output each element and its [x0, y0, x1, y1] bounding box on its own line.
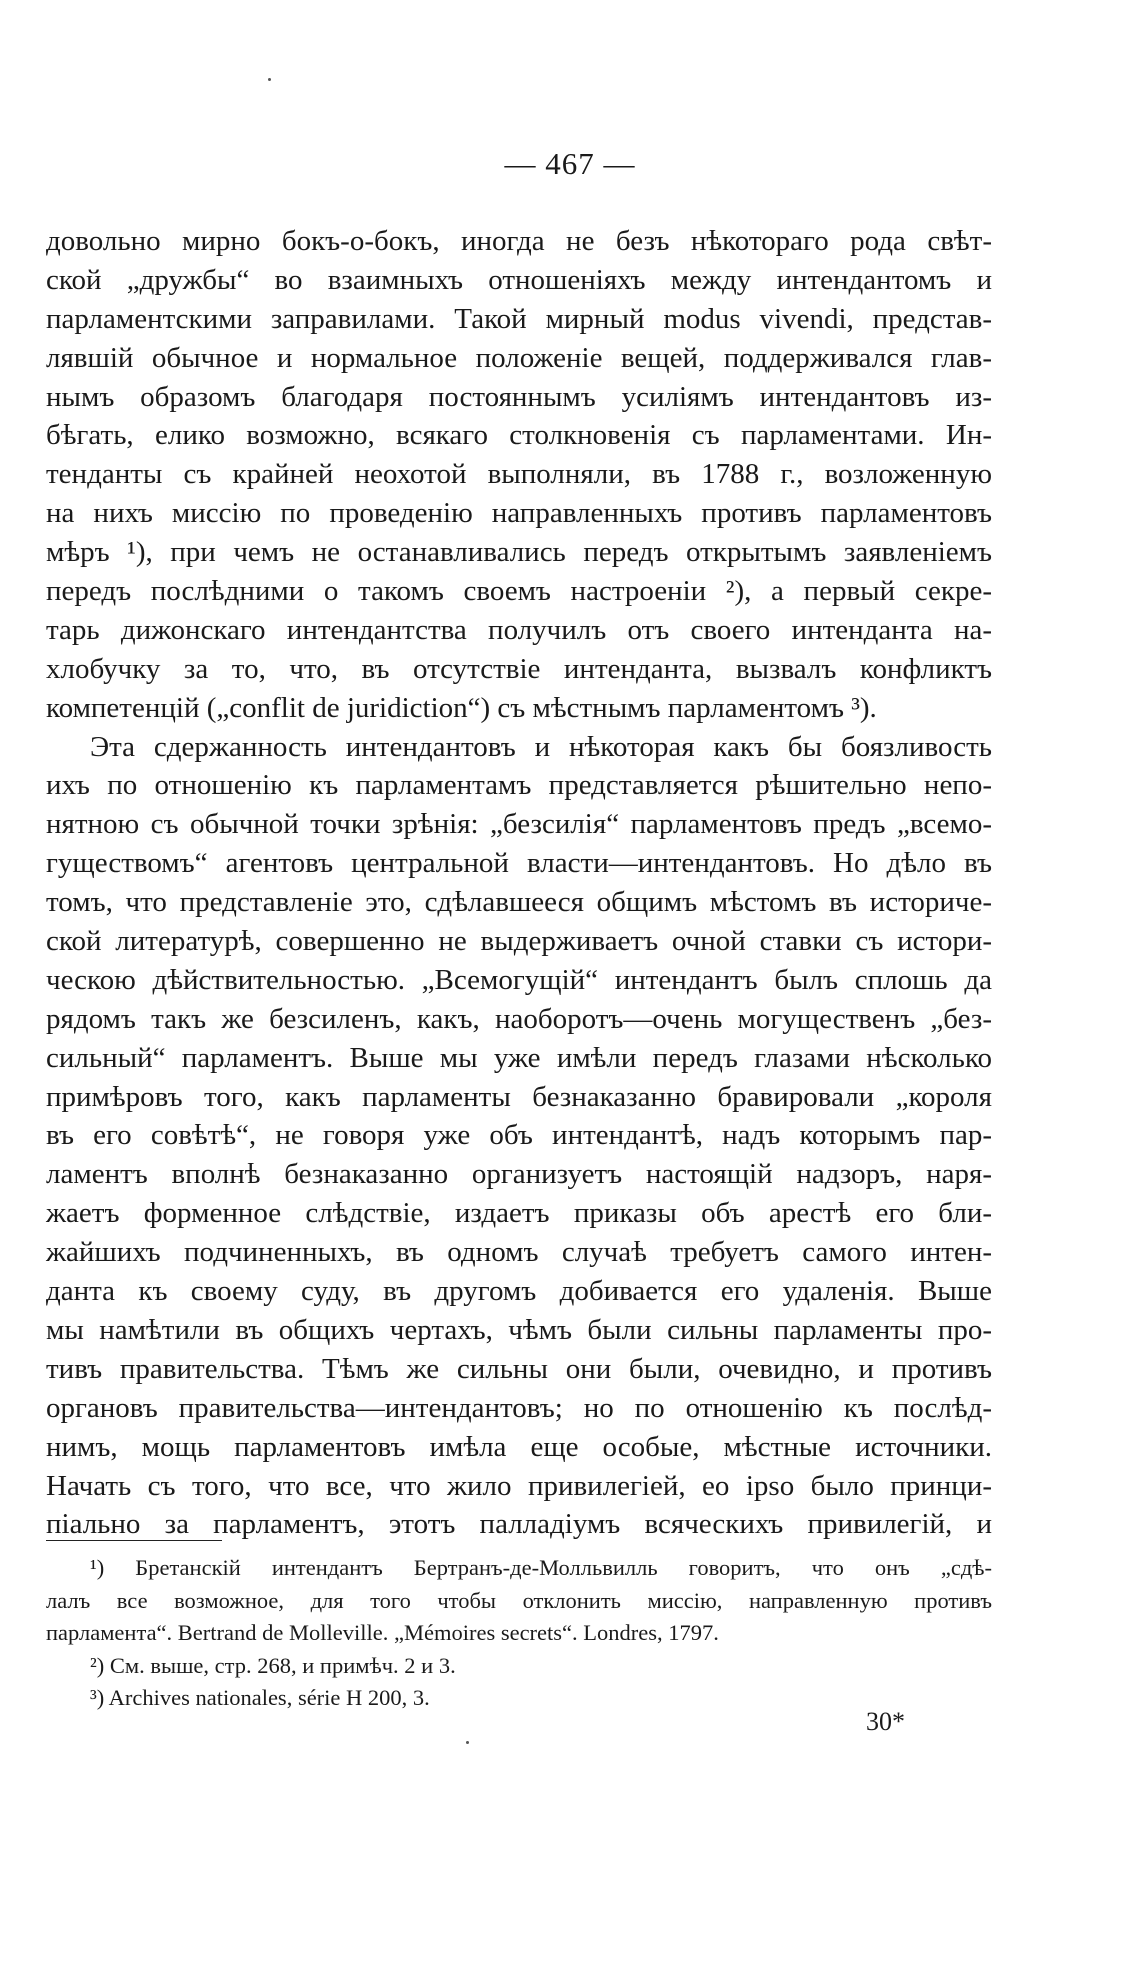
body-text	[46, 222, 992, 1544]
text-line: хлобучку за то, что, въ отсутствіе интенданта, вызвалъ конфликтъ	[46, 652, 992, 685]
text-line: ской „дружбы“ во взаимныхъ отношеніяхъ между интендантомъ и	[46, 263, 992, 296]
text-line: лявшій обычное и нормальное положеніе вещей, поддерживался глав-	[46, 341, 992, 374]
text-line: компетенцій („conflit de juridiction“) съ мѣстнымъ парламентомъ ³).	[46, 691, 877, 724]
text-line: Начать съ того, что все, что жило привилегіей, eo ipso было принци-	[46, 1469, 992, 1502]
text-line: нымъ образомъ благодаря постояннымъ усиліямъ интендантовъ из-	[46, 380, 992, 413]
footnotes	[46, 1552, 992, 1715]
text-line: тарь дижонскаго интендантства получилъ отъ своего интенданта на-	[46, 613, 992, 646]
text-line: сильный“ парламентъ. Выше мы уже имѣли передъ глазами нѣсколько	[46, 1041, 992, 1074]
text-line: довольно мирно бокъ-о-бокъ, иногда не безъ нѣкотораго рода свѣт-	[46, 225, 992, 257]
footnote-rule	[46, 1540, 222, 1541]
text-line: ламентъ вполнѣ безнаказанно организуетъ настоящій надзоръ, наря-	[46, 1158, 992, 1191]
text-line: нятною съ обычной точки зрѣнія: „безсилія“ парламентовъ предъ „всемо-	[46, 808, 992, 841]
text-line: данта къ своему суду, въ другомъ добивается его удаленія. Выше	[46, 1275, 992, 1308]
text-line: передъ послѣдними о такомъ своемъ настроеніи ²), а первый секре-	[46, 575, 992, 608]
text-line: жаетъ форменное слѣдствіе, издаетъ приказы объ арестѣ его бли-	[46, 1197, 992, 1230]
footnote-line: ³) Archives nationales, série H 200, 3.	[90, 1685, 430, 1711]
text-line: на нихъ миссію по проведенію направленныхъ противъ парламентовъ	[46, 497, 992, 530]
text-line: парламентскими заправилами. Такой мирный modus vivendi, представ-	[46, 302, 992, 335]
footnote-line: лалъ все возможное, для того чтобы отклонить миссію, направленную противъ	[46, 1587, 992, 1613]
footnote-line: ²) См. выше, стр. 268, и примѣч. 2 и 3.	[90, 1652, 456, 1678]
text-line: бѣгать, елико возможно, всякаго столкновенія съ парламентами. Ин-	[46, 419, 992, 452]
speck	[268, 78, 271, 81]
text-line: органовъ правительства—интендантовъ; но по отношенію къ послѣд-	[46, 1391, 992, 1424]
text-line: тивъ правительства. Тѣмъ же сильны они были, очевидно, и противъ	[46, 1352, 992, 1385]
text-line: ихъ по отношенію къ парламентамъ представляется рѣшительно непо-	[46, 769, 992, 802]
speck	[466, 1741, 469, 1744]
text-line: тенданты съ крайней неохотой выполняли, въ 1788 г., возложенную	[46, 458, 992, 491]
text-line: жайшихъ подчиненныхъ, въ одномъ случаѣ требуетъ самого интен-	[46, 1236, 992, 1269]
text-line: нимъ, мощь парламентовъ имѣла еще особые, мѣстные источники.	[46, 1430, 992, 1463]
text-line: ской литературѣ, совершенно не выдерживаетъ очной ставки съ истори-	[46, 925, 992, 958]
signature-mark: 30*	[866, 1707, 905, 1736]
footnote-line: парламента“. Bertrand de Molleville. „Mémoires secrets“. Londres, 1797.	[46, 1620, 719, 1646]
text-line: въ его совѣтѣ“, не говоря уже объ интендантѣ, надъ которымъ пар-	[46, 1119, 992, 1152]
text-line: гуществомъ“ агентовъ центральной власти—интендантовъ. Но дѣло въ	[46, 847, 992, 880]
text-line: рядомъ такъ же безсиленъ, какъ, наоборотъ—очень могущественъ „без-	[46, 1002, 992, 1035]
text-line: мы намѣтили въ общихъ чертахъ, чѣмъ были сильны парламенты про-	[46, 1313, 992, 1346]
text-line: примѣровъ того, какъ парламенты безнаказанно бравировали „короля	[46, 1080, 992, 1113]
text-line: ческою дѣйствительностью. „Всемогущій“ интендантъ былъ сплошь да	[46, 963, 992, 996]
text-line: піально за парламентъ, этотъ палладіумъ всяческихъ привилегій, и	[46, 1508, 992, 1541]
footnote-line: ¹) Бретанскій интендантъ Бертранъ-де-Молльвилль говоритъ, что онъ „сдѣ-	[90, 1555, 992, 1580]
text-line: томъ, что представленіе это, сдѣлавшееся общимъ мѣстомъ въ историче-	[46, 886, 992, 919]
text-line: мѣръ ¹), при чемъ не останавливались передъ открытымъ заявленіемъ	[46, 536, 992, 569]
page-number: — 467 —	[504, 146, 636, 181]
text-line: Эта сдержанность интендантовъ и нѣкоторая какъ бы боязливость	[90, 730, 992, 763]
